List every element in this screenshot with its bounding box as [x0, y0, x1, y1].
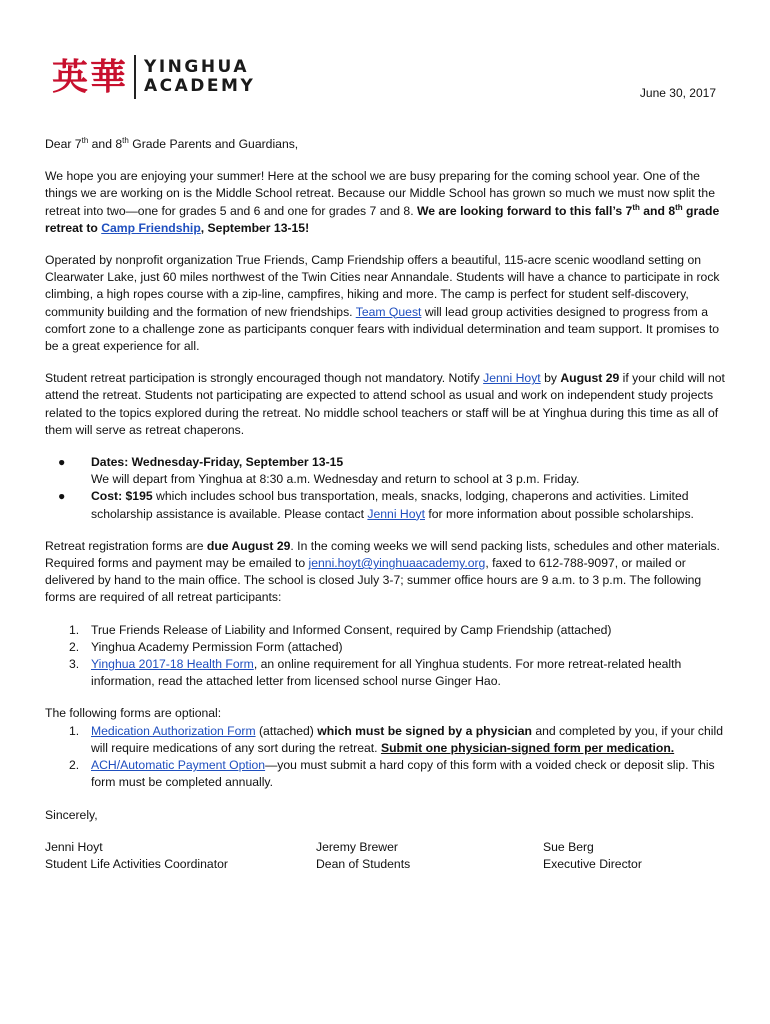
signature-jeremy-brewer [316, 839, 543, 873]
logo-wordmark [144, 58, 255, 96]
participation-paragraph: Student retreat participation is strongly encouraged though not mandatory. Notify Jenni Hoyt by August 29 if your child will not attend the retreat. Students not participating are expected to attend school as usual and work on independent study projects related to the topics explored during the retreat. No middle school teachers or staff will be at Yinghua during this time as all of them will serve as retreat chaperons. [45, 371, 725, 437]
signer-title: Executive Director [543, 856, 642, 871]
yinghua-logo [52, 54, 255, 100]
signature-jenni-hoyt [45, 839, 316, 873]
list-item-cost: ● Cost: $195 which includes school bus transportation, meals, snacks, lodging, chaperons and activities. Limited scholarship assistance is available. Please contact Jenni Hoyt for more information about possible scholarships. [58, 489, 694, 521]
camp-friendship-link[interactable]: Camp Friendship [101, 220, 201, 235]
list-item-dates: ● Dates: Wednesday-Friday, September 13-15 We will depart from Yinghua at 8:30 a.m. Wednesday and return to school at 3 p.m. Friday. [58, 455, 580, 487]
optional-forms-heading: The following forms are optional: [45, 706, 222, 721]
required-forms-list [45, 622, 727, 691]
list-item: 2. Yinghua Academy Permission Form (attached) [69, 639, 343, 654]
logo-chinese-characters: 英華 [52, 56, 129, 98]
logo-divider [134, 55, 136, 99]
list-item: 3. Yinghua 2017-18 Health Form, an online requirement for all Yinghua students. For more retreat-related health information, read the attached letter from licensed school nurse Ginger Hao. [69, 657, 682, 689]
letter-date: June 30, 2017 [639, 86, 716, 100]
jenni-hoyt-link[interactable]: Jenni Hoyt [483, 371, 541, 386]
health-form-link[interactable]: Yinghua 2017-18 Health Form [91, 657, 254, 672]
letter-body [45, 136, 727, 873]
email-link[interactable]: jenni.hoyt@yinghuaacademy.org [308, 556, 486, 571]
camp-description-paragraph: Operated by nonprofit organization True Friends, Camp Friendship offers a beautiful, 115-acre scenic woodland setting on Clearwater Lake, just 60 miles northwest of the Twin Cities near Annandale. Students will have a chance to participate in rock climbing, a high ropes course with a zip-line, campfires, hiking and more. The camp is perfect for student self-discovery, community building and the formation of new friendships. Team Quest will lead group activities designed to progress from a comfort zone to a challenge zone as participants conquer fears with individual determination and team support. It promises to be a great experience for all. [45, 253, 720, 354]
team-quest-link[interactable]: Team Quest [355, 304, 422, 319]
signature-block [45, 839, 727, 873]
signer-name: Jeremy Brewer [316, 839, 398, 854]
signer-name: Jenni Hoyt [45, 839, 103, 854]
registration-paragraph: Retreat registration forms are due August 29. In the coming weeks we will send packing lists, schedules and other materials. Required forms and payment may be emailed to jenni.hoyt@yinghuaacademy.org, faxed to 612-788-9097, or mailed or delivered by hand to the main office. The school is closed July 3-7; summer office hours are 9 a.m. to 3 p.m. The following forms are required of all retreat participants: [45, 538, 720, 605]
list-item: 1. Medication Authorization Form (attached) which must be signed by a physician and completed by you, if your child will require medications of any sort during the retreat. Submit one physician-signed form per medication. [69, 723, 723, 755]
bullet-icon: ● [58, 489, 66, 504]
ach-payment-link[interactable]: ACH/Automatic Payment Option [91, 758, 266, 773]
signer-title: Student Life Activities Coordinator [45, 856, 228, 871]
list-item: 2. ACH/Automatic Payment Option—you must submit a hard copy of this form with a voided check or deposit slip. This form must be completed annually. [69, 758, 715, 790]
optional-forms-list [45, 723, 727, 792]
logo-word-academy: ACADEMY [144, 76, 256, 96]
signer-name: Sue Berg [543, 839, 594, 854]
bullet-icon: ● [58, 455, 66, 470]
signer-title: Dean of Students [316, 856, 411, 871]
signature-sue-berg [543, 839, 642, 873]
retreat-details-list [45, 454, 727, 523]
medication-form-link[interactable]: Medication Authorization Form [91, 723, 256, 738]
intro-paragraph: We hope you are enjoying your summer! Here at the school we are busy preparing for the coming school year. One of the things we are working on is the Middle School retreat. Because our Middle School has grown so much we must now split the retreat into two—one for grades 5 and 6 and one for grades 7 and 8. We are looking forward to this fall’s 7th and 8th grade retreat to Camp Friendship, September 13-15! [45, 169, 720, 235]
salutation: Dear 7th and 8th Grade Parents and Guardians, [45, 136, 299, 151]
jenni-hoyt-link[interactable]: Jenni Hoyt [367, 506, 425, 521]
logo-word-yinghua: YINGHUA [144, 57, 249, 77]
closing: Sincerely, [45, 807, 98, 822]
list-item: 1. True Friends Release of Liability and Informed Consent, required by Camp Friendship (attached) [69, 622, 612, 637]
